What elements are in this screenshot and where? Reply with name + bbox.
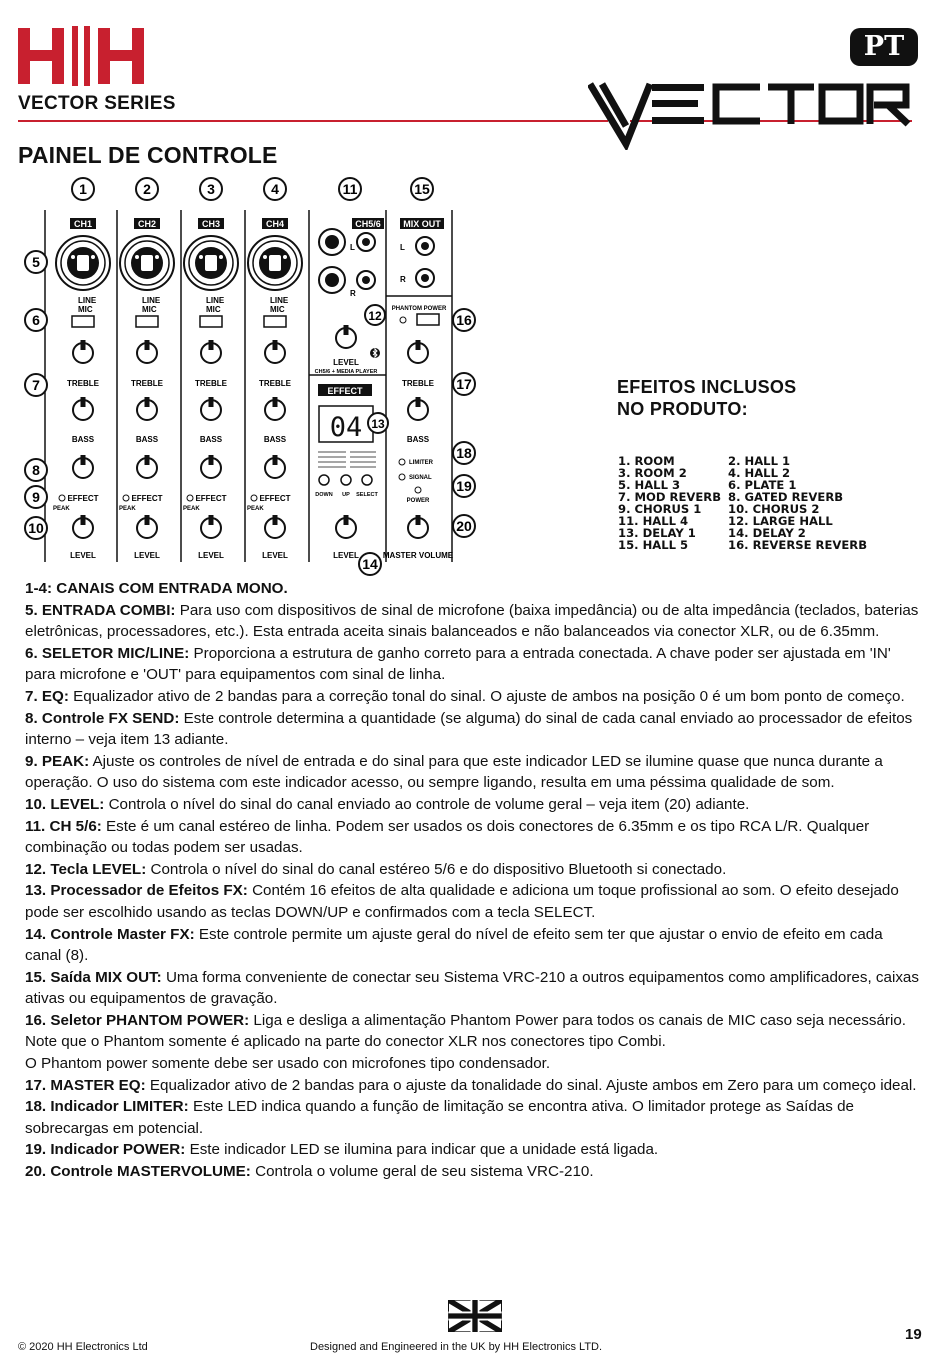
description-label: 1-4: CANAIS COM ENTRADA MONO. [25, 580, 288, 597]
svg-text:4: 4 [271, 181, 279, 197]
description-text: Equalizador ativo de 2 bandas para a correção tonal do sinal. O ajuste de ambos na posição 0 é um bom ponto de começo. [68, 687, 905, 705]
mixout-r-label: R [400, 275, 406, 284]
svg-text:7: 7 [32, 377, 40, 393]
vector-logo [588, 78, 914, 150]
svg-text:10: 10 [28, 520, 44, 536]
callout-2 [136, 178, 158, 200]
down-label: DOWN [315, 492, 333, 498]
ch2-mic-label: MIC [142, 305, 157, 314]
description-label: 8. Controle FX SEND: [25, 709, 180, 727]
uk-flag-icon [448, 1300, 502, 1332]
description-text: Controla o volume geral de seu sistema VRC-210. [250, 1163, 594, 1181]
description-text: Proporciona a estrutura de ganho correto para a entrada conectada. A chave poder ser ajustada em 'IN' para microfone e 'OUT' para equipamentos com sinal de linha. [25, 644, 891, 684]
callout-8 [25, 459, 47, 481]
ch4-peak-label: PEAK [247, 506, 264, 512]
ch56-level-caption: CH5/6 + MEDIA PLAYER [314, 369, 378, 375]
ch3-line-label: LINE [206, 296, 225, 305]
ch4-treble-label: TREBLE [259, 379, 291, 388]
header-divider [18, 120, 608, 122]
description-text: Este indicador LED se ilumina para indicar que a unidade está ligada. [185, 1141, 659, 1159]
description-label: 18. Indicador LIMITER: [25, 1098, 189, 1116]
phantom-power-switch [417, 314, 439, 325]
ch2-peak-label: PEAK [119, 506, 136, 512]
description-item [25, 880, 920, 923]
select-label: SELECT [356, 492, 378, 498]
ch2-line-label: LINE [142, 296, 161, 305]
up-label: UP [342, 492, 350, 498]
ch56-level-label: LEVEL [333, 358, 359, 367]
description-item [25, 967, 920, 1010]
svg-text:6: 6 [32, 312, 40, 328]
bluetooth-icon [370, 348, 380, 358]
svg-text:15: 15 [414, 181, 430, 197]
callout-15 [411, 178, 433, 200]
effect-item: 9. CHORUS 1 [618, 502, 702, 516]
description-item [25, 859, 920, 881]
callout-5 [25, 251, 47, 273]
description-label: 13. Processador de Efeitos FX: [25, 882, 248, 900]
callout-6 [25, 309, 47, 331]
description-item [25, 1053, 920, 1075]
ch1-combi-jack-icon [56, 236, 110, 290]
svg-text:11: 11 [342, 181, 358, 197]
master-bass-label: BASS [406, 435, 430, 444]
description-item [25, 1010, 920, 1053]
ch56-jacks-icon [319, 229, 375, 293]
ch4-bass-label: BASS [263, 435, 287, 444]
description-label: 20. Controle MASTERVOLUME: [25, 1163, 251, 1181]
effect-item: 1. ROOM [618, 454, 675, 468]
ch3-peak-label: PEAK [183, 506, 200, 512]
control-descriptions [25, 578, 920, 1183]
ch4-line-label: LINE [270, 296, 289, 305]
description-label: 12. Tecla LEVEL: [25, 860, 147, 878]
phantom-power-label: PHANTOM POWER [391, 306, 447, 312]
callout-17 [453, 373, 475, 395]
ch2-treble-label: TREBLE [131, 379, 163, 388]
effect-item: 2. HALL 1 [728, 454, 791, 468]
ch3-level-label: LEVEL [198, 551, 224, 560]
svg-text:8: 8 [32, 462, 40, 478]
ch2-combi-jack-icon [120, 236, 174, 290]
description-item [25, 1161, 920, 1183]
ch1-treble-label: TREBLE [67, 379, 99, 388]
effect-item: 13. DELAY 1 [618, 526, 696, 540]
description-label: 19. Indicador POWER: [25, 1141, 186, 1159]
control-panel-diagram [20, 170, 490, 580]
ch3-combi-jack-icon [184, 236, 238, 290]
effects-title-line2: NO PRODUTO: [617, 399, 748, 419]
effect-item: 3. ROOM 2 [618, 466, 687, 480]
effect-item: 12. LARGE HALL [728, 514, 833, 528]
ch4-combi-jack-icon [248, 236, 302, 290]
ch2-level-label: LEVEL [134, 551, 160, 560]
effect-header-label: EFFECT [327, 386, 363, 396]
description-label: 9. PEAK: [25, 752, 90, 770]
description-text: Controla o nível do sinal do canal enviado ao controle de volume geral – veja item (20) adiante. [104, 795, 750, 813]
description-label: 10. LEVEL: [25, 795, 105, 813]
description-text: Ajuste os controles de nível de entrada e do sinal para que este indicador LED se ilumine quase que nunca durante a operação. O uso do sistema com este indicador acesso, ou sempre ligando, resulta em uma péssima qualidade de som. [25, 752, 883, 792]
description-item [25, 924, 920, 967]
callout-14 [359, 553, 381, 575]
ch1-line-label: LINE [78, 296, 97, 305]
effect-item: 14. DELAY 2 [728, 526, 806, 540]
effect-item: 6. PLATE 1 [728, 478, 797, 492]
limiter-label: LIMITER [409, 460, 433, 466]
ch1-mic-label: MIC [78, 305, 93, 314]
effect-item: 15. HALL 5 [618, 538, 689, 552]
copyright: © 2020 HH Electronics Ltd [18, 1341, 148, 1353]
svg-text:3: 3 [207, 181, 215, 197]
ch1-peak-label: PEAK [53, 506, 70, 512]
ch4-line-mic-switch [264, 316, 286, 327]
callout-20 [453, 515, 475, 537]
description-item [25, 708, 920, 751]
callout-9 [25, 486, 47, 508]
ch56-r-label: R [350, 289, 356, 298]
description-text: Este é um canal estéreo de linha. Podem ser usados os dois conectores de 6.35mm e os tipo RCA L/R. Qualquer combinação ou todas podem ser usadas. [25, 817, 870, 857]
svg-text:16: 16 [456, 312, 472, 328]
svg-text:2: 2 [143, 181, 151, 197]
ch1-label: CH1 [73, 219, 93, 229]
effect-item: 10. CHORUS 2 [728, 502, 820, 516]
description-text: Controla o nível do sinal do canal estéreo 5/6 e do dispositivo Bluetooth si conectado. [146, 860, 727, 878]
svg-text:14: 14 [362, 556, 378, 572]
description-text: Liga e desliga a alimentação Phantom Power para todos os canais de MIC caso seja necessário. Note que o Phantom somente é aplicado na parte do conector XLR nos conectores tipo Combi. [25, 1011, 907, 1051]
callout-4 [264, 178, 286, 200]
description-item [25, 686, 920, 708]
description-label: 7. EQ: [25, 687, 69, 705]
page-number: 19 [905, 1326, 922, 1343]
ch3-line-mic-switch [200, 316, 222, 327]
callout-13 [368, 413, 388, 433]
description-item [25, 643, 920, 686]
description-item [25, 1075, 920, 1097]
callout-10 [25, 517, 47, 539]
ch1-level-label: LEVEL [70, 551, 96, 560]
callout-11 [339, 178, 361, 200]
description-text: O Phantom power somente debe ser usado con microfones tipo condensador. [25, 1055, 551, 1073]
description-label: 11. CH 5/6: [25, 817, 102, 835]
callout-16 [453, 309, 475, 331]
callout-7 [25, 374, 47, 396]
effect-item: 8. GATED REVERB [728, 490, 844, 504]
ch56-label: CH5/6 [355, 219, 381, 229]
ch56-l-label: L [350, 243, 355, 252]
effects-list [618, 455, 918, 551]
description-text: Este LED indica quando a função de limitação se encontra ativa. O limitador protege as Saídas de sobrecargas em potencial. [25, 1098, 854, 1137]
description-text: Para uso com dispositivos de sinal de microfone (baixa impedância) ou de alta impedância (teclados, baterias eletrônicas, processadores, etc.). Esta entrada aceita sinais balanceados e não balanceados via conector XLR, ou de 6.35mm. [25, 601, 919, 641]
callout-19 [453, 475, 475, 497]
description-text: Equalizador ativo de 2 bandas para o ajuste da tonalidade do sinal. Ajuste ambos em Zero para um começo ideal. [145, 1076, 917, 1094]
description-text: Este controle determina a quantidade (se alguma) do sinal de cada canal enviado ao processador de efeitos interno – veja item 13 adiante. [25, 709, 913, 749]
ch4-level-label: LEVEL [262, 551, 288, 560]
ch4-label: CH4 [265, 219, 285, 229]
description-label: 14. Controle Master FX: [25, 925, 195, 943]
signal-label: SIGNAL [409, 475, 432, 481]
ch3-bass-label: BASS [199, 435, 223, 444]
description-item [25, 816, 920, 859]
ch2-label: CH2 [137, 219, 157, 229]
ch2-line-mic-switch [136, 316, 158, 327]
mix-out-label: MIX OUT [403, 219, 441, 229]
effects-title-line1: EFEITOS INCLUSOS [617, 377, 797, 397]
ch4-effect-label: EFFECT [259, 494, 291, 503]
list-item [618, 539, 918, 551]
mix-out-jacks-icon [416, 237, 434, 287]
language-badge: PT [850, 28, 918, 66]
description-item [25, 751, 920, 794]
power-label: POWER [406, 498, 430, 504]
page-title: PAINEL DE CONTROLE [18, 142, 278, 168]
description-item [25, 578, 920, 600]
svg-text:20: 20 [456, 518, 472, 534]
ch3-effect-label: EFFECT [195, 494, 227, 503]
effect-display: 04 [329, 412, 363, 443]
mixout-l-label: L [400, 243, 405, 252]
svg-text:18: 18 [456, 445, 472, 461]
svg-text:5: 5 [32, 254, 40, 270]
hh-logo [18, 26, 163, 86]
svg-text:19: 19 [456, 478, 472, 494]
svg-text:12: 12 [368, 309, 382, 323]
svg-text:17: 17 [456, 376, 472, 392]
ch2-effect-label: EFFECT [131, 494, 163, 503]
effect-item: 4. HALL 2 [728, 466, 791, 480]
effects-title [617, 376, 797, 420]
description-item [25, 1139, 920, 1161]
ch2-bass-label: BASS [135, 435, 159, 444]
ch3-treble-label: TREBLE [195, 379, 227, 388]
ch3-label: CH3 [201, 219, 221, 229]
callout-12 [365, 305, 385, 325]
effect-item: 16. REVERSE REVERB [728, 538, 868, 552]
ch1-effect-label: EFFECT [67, 494, 99, 503]
ch1-line-mic-switch [72, 316, 94, 327]
effect-item: 11. HALL 4 [618, 514, 689, 528]
description-item [25, 794, 920, 816]
effect-item: 5. HALL 3 [618, 478, 681, 492]
callout-1 [72, 178, 94, 200]
description-label: 6. SELETOR MIC/LINE: [25, 644, 190, 662]
svg-text:9: 9 [32, 489, 40, 505]
series-title: VECTOR SERIES [18, 93, 176, 114]
description-label: 15. Saída MIX OUT: [25, 968, 162, 986]
master-volume-label: MASTER VOLUME [382, 551, 454, 560]
ch4-mic-label: MIC [270, 305, 285, 314]
description-item [25, 1096, 920, 1139]
description-label: 16. Seletor PHANTOM POWER: [25, 1011, 250, 1029]
description-label: 5. ENTRADA COMBI: [25, 601, 176, 619]
description-text: Contém 16 efeitos de alta qualidade e adiciona um toque profissional ao som. O efeito desejado pode ser escolhido usando as teclas DOWN/UP e confirmados com a tecla SELECT. [25, 882, 899, 921]
description-text: Uma forma conveniente de conectar seu Sistema VRC-210 a outros equipamentos como amplificadores, caixas ativas ou equipamentos de gravação. [25, 968, 919, 1008]
callout-3 [200, 178, 222, 200]
svg-text:1: 1 [79, 181, 87, 197]
svg-text:13: 13 [371, 417, 385, 431]
description-item [25, 600, 920, 643]
master-treble-label: TREBLE [402, 379, 434, 388]
ch1-bass-label: BASS [71, 435, 95, 444]
callout-18 [453, 442, 475, 464]
description-label: 17. MASTER EQ: [25, 1076, 146, 1094]
ch3-mic-label: MIC [206, 305, 221, 314]
designed-in-uk: Designed and Engineered in the UK by HH Electronics LTD. [310, 1341, 603, 1353]
fx-level-label: LEVEL [333, 551, 359, 560]
description-text: Este controle permite um ajuste geral do nível de efeito sem ter que ajustar o envio de efeito em cada canal (8). [25, 925, 883, 965]
effect-item: 7. MOD REVERB [618, 490, 722, 504]
